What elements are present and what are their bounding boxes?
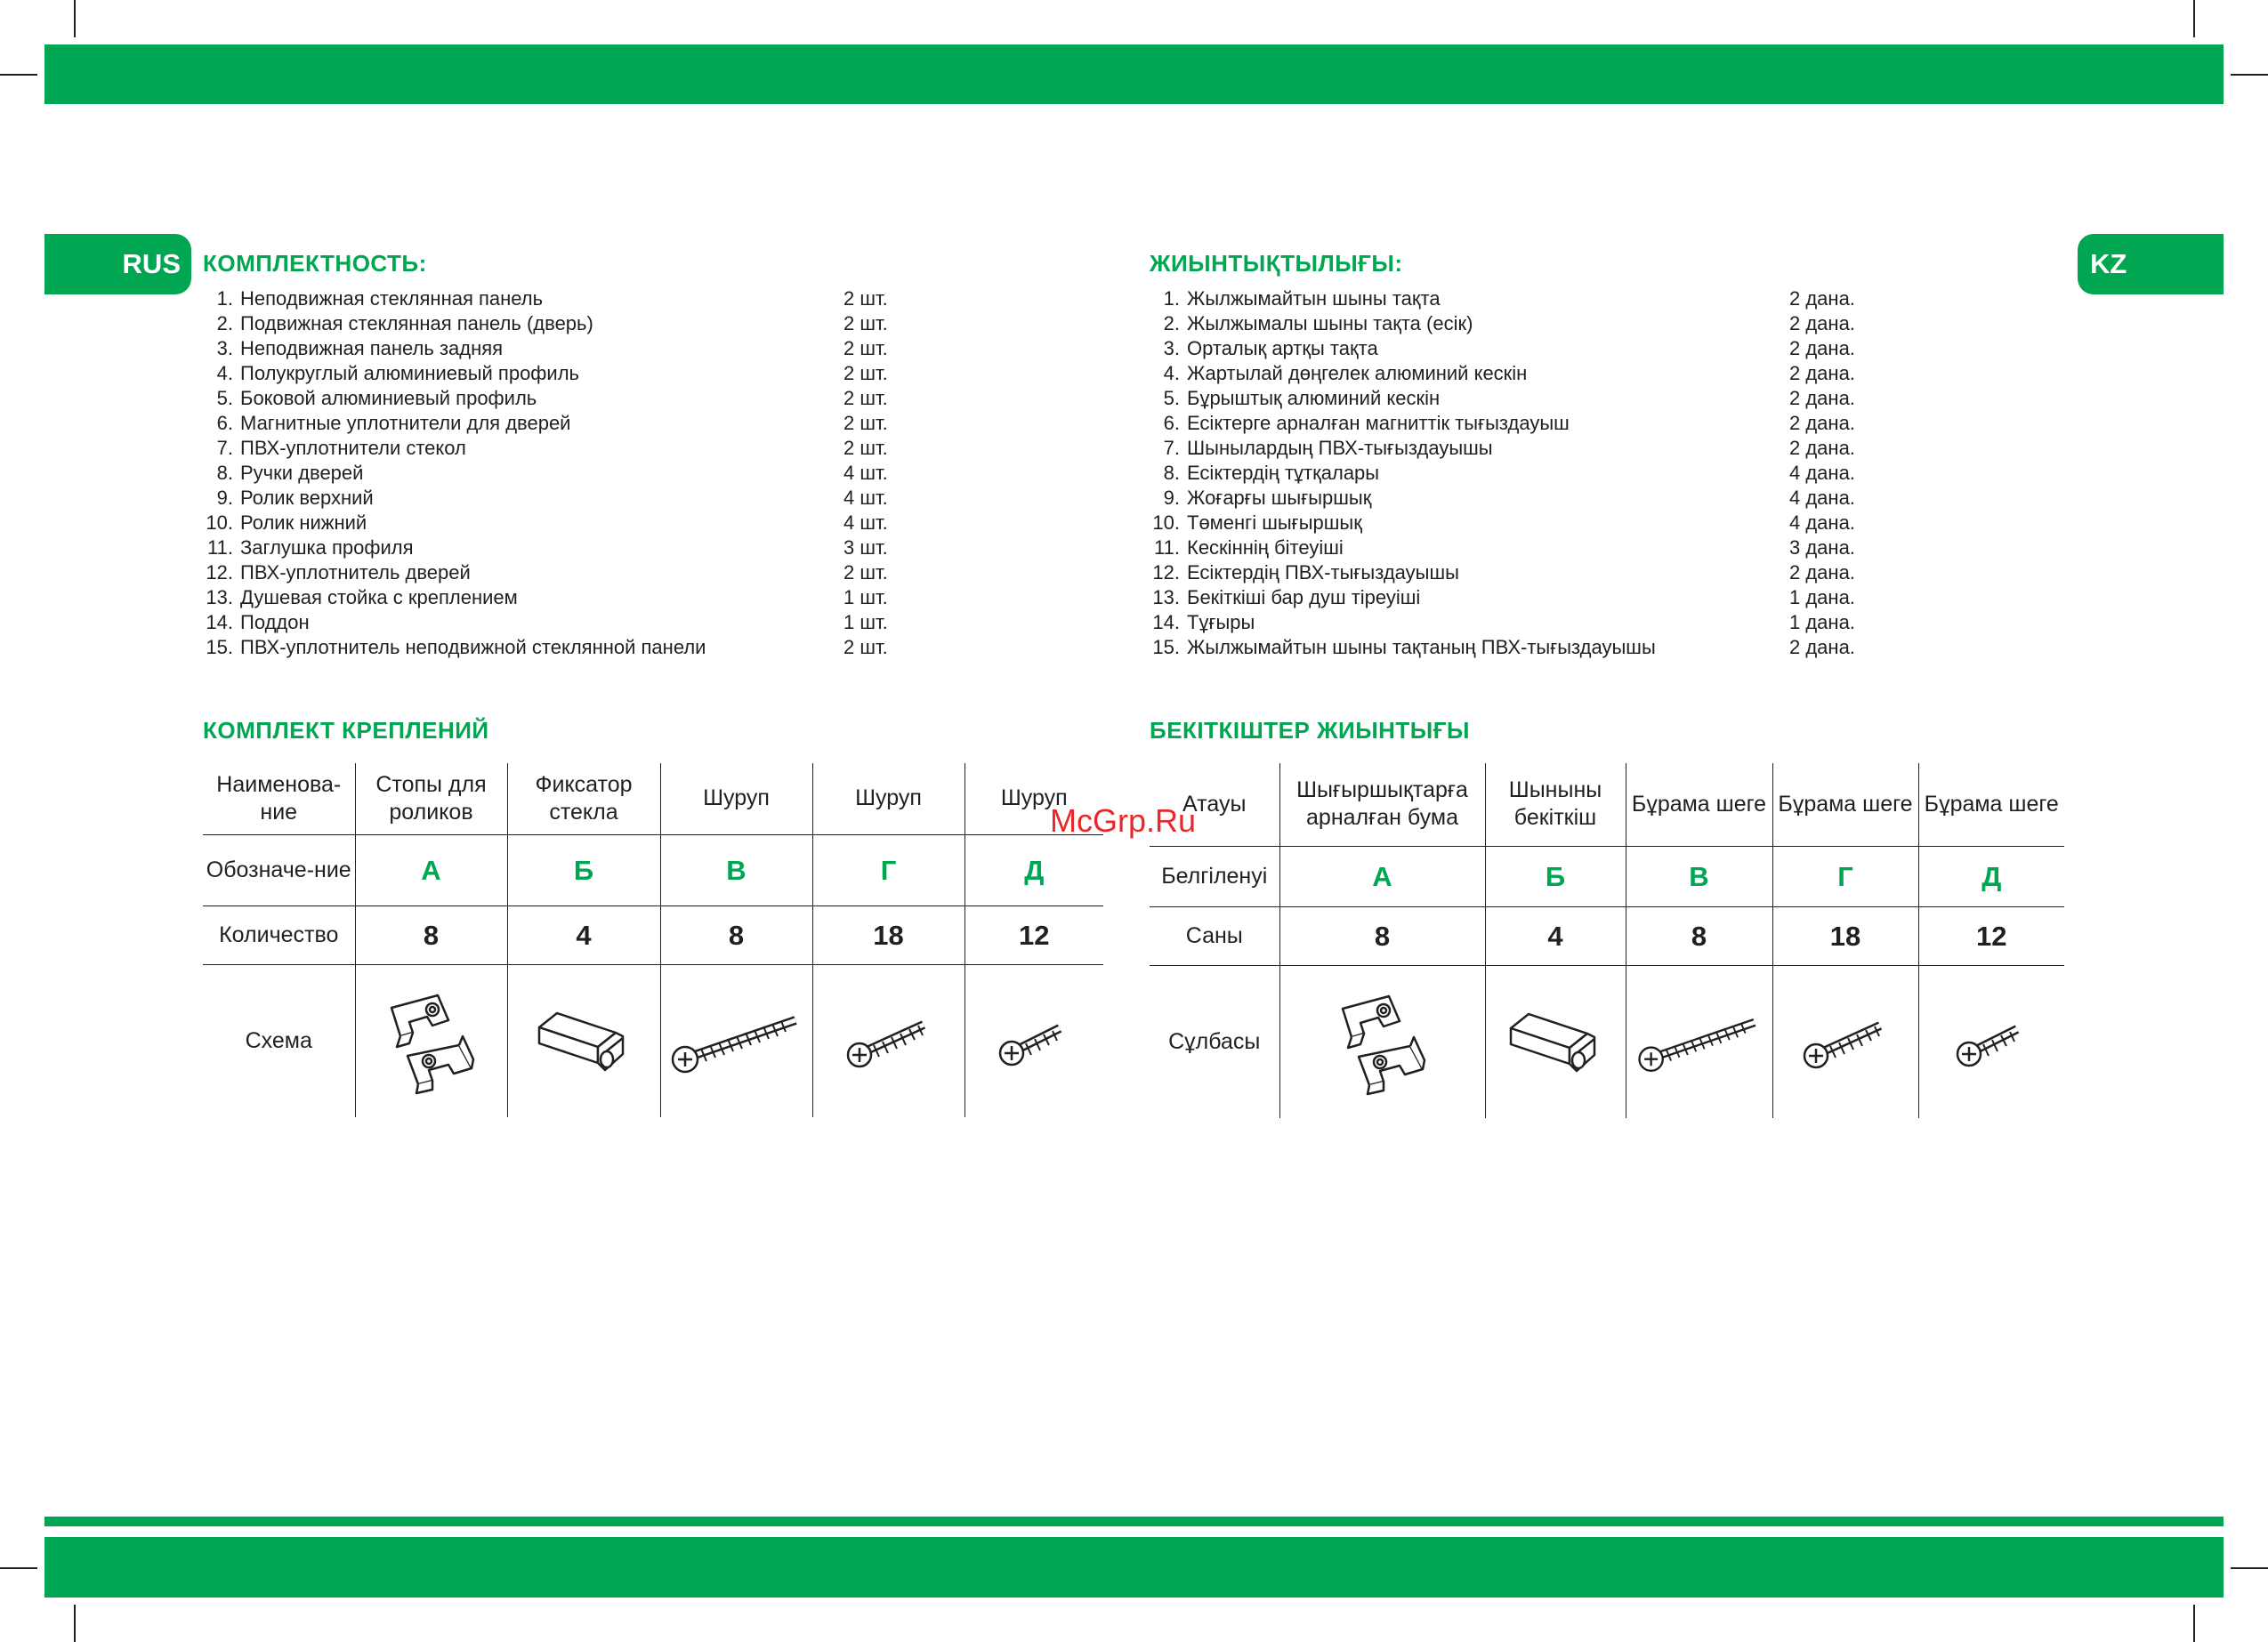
roller-stop-icon [374, 983, 489, 1099]
table-row [1150, 965, 2064, 1118]
crop-mark [2231, 74, 2268, 76]
rus-language-tab: RUS [44, 234, 191, 294]
crop-mark [2193, 0, 2195, 37]
list-item: 13. Душевая стойка с креплением 1 шт. [206, 586, 888, 608]
column-code: Б [1485, 846, 1626, 906]
list-item: 2. Жылжымалы шыны тақта (есік) 2 дана. [1163, 312, 1855, 334]
kz-completeness-title: ЖИЫНТЫҚТЫЛЫҒЫ: [1150, 250, 1403, 277]
kz-fasteners-title: БЕКІТКІШТЕР ЖИЫНТЫҒЫ [1150, 717, 1470, 744]
column-code: А [1279, 846, 1485, 906]
list-item: 5. Бұрыштық алюминий кескін 2 дана. [1163, 387, 1855, 409]
column-count: 8 [660, 906, 812, 964]
column-code: А [355, 834, 507, 906]
list-item: 11. Заглушка профиля 3 шт. [207, 536, 888, 559]
column-code: Д [1918, 846, 2064, 906]
list-item: 5. Боковой алюминиевый профиль 2 шт. [216, 387, 888, 409]
scheme-cell [507, 964, 660, 1117]
table-row [203, 906, 1103, 964]
kz-fasteners-table [1150, 763, 2064, 1118]
roller-stop-icon [1325, 984, 1441, 1099]
short-screw-icon [1951, 1006, 2031, 1077]
list-item: 4. Полукруглый алюминиевый профиль 2 шт. [216, 362, 888, 384]
row-label-name: Атауы [1182, 791, 1247, 817]
column-code: В [660, 834, 812, 906]
list-item: 9. Ролик верхний 4 шт. [216, 487, 888, 509]
column-name: Стопы для роликов [355, 763, 507, 834]
watermark: McGrp.Ru [1050, 802, 1197, 839]
bottom-green-band [44, 1537, 2224, 1598]
list-item: 15. Жылжымайтын шыны тақтаның ПВХ-тығыздауышы 2 дана. [1152, 636, 1855, 658]
column-name: Шуруп [660, 763, 812, 834]
table-row [203, 763, 1103, 834]
list-item: 1. Жылжымайтын шыны тақта 2 дана. [1163, 287, 1855, 310]
list-item: 9. Жоғарғы шығыршық 4 дана. [1163, 487, 1855, 509]
row-label-code: Обозначе-ние [203, 834, 355, 906]
table-row [1150, 846, 2064, 906]
column-code: Д [965, 834, 1103, 906]
column-count: 18 [1772, 906, 1918, 965]
rus-fasteners-table [203, 763, 1103, 1117]
list-item: 10. Ролик нижний 4 шт. [206, 511, 888, 534]
list-item: 10. Төменгі шығыршық 4 дана. [1152, 511, 1855, 534]
column-code: Г [812, 834, 965, 906]
crop-mark [0, 74, 37, 76]
row-label-name: Наименова-ние [216, 771, 342, 825]
column-name: Шыныны бекіткіш [1485, 763, 1626, 846]
top-green-band [44, 44, 2224, 104]
list-item: 6. Есіктерге арналған магниттік тығыздауыш 2 дана. [1163, 412, 1855, 434]
rus-completeness-title: КОМПЛЕКТНОСТЬ: [203, 250, 427, 277]
column-count: 4 [507, 906, 660, 964]
list-item: 6. Магнитные уплотнители для дверей 2 шт. [216, 412, 888, 434]
column-count: 12 [1918, 906, 2064, 965]
scheme-cell [1626, 965, 1772, 1118]
rus-completeness-list [198, 286, 909, 660]
scheme-cell [812, 964, 965, 1117]
list-item: 14. Поддон 1 шт. [206, 611, 888, 633]
list-item: 1. Неподвижная стеклянная панель 2 шт. [216, 287, 888, 310]
list-item: 14. Тұғыры 1 дана. [1152, 611, 1855, 633]
scheme-cell [965, 964, 1103, 1117]
column-code: В [1626, 846, 1772, 906]
column-code: Г [1772, 846, 1918, 906]
row-label-scheme: Схема [203, 964, 355, 1117]
column-name: Бұрама шеге [1772, 763, 1918, 846]
column-name: Шуруп [812, 763, 965, 834]
glass-clamp-icon [1502, 1002, 1609, 1082]
list-item: 11. Кескіннің бітеуіші 3 дана. [1154, 536, 1855, 559]
column-count: 8 [355, 906, 507, 964]
scheme-cell [1918, 965, 2064, 1118]
crop-mark [2193, 1605, 2195, 1642]
list-item: 8. Ручки дверей 4 шт. [216, 462, 888, 484]
list-item: 13. Бекіткіші бар душ тіреуіші 1 дана. [1152, 586, 1855, 608]
crop-mark [74, 0, 76, 37]
column-count: 18 [812, 906, 965, 964]
kz-language-tab: KZ [2078, 234, 2224, 294]
column-count: 4 [1485, 906, 1626, 965]
column-name: Фиксатор стекла [507, 763, 660, 834]
list-item: 3. Орталық артқы тақта 2 дана. [1163, 337, 1855, 359]
long-screw-icon [666, 1001, 808, 1081]
list-item: 12. ПВХ-уплотнитель дверей 2 шт. [206, 561, 888, 584]
table-row [1150, 763, 2064, 846]
list-item: 7. ПВХ-уплотнители стекол 2 шт. [216, 437, 888, 459]
glass-clamp-icon [530, 1001, 637, 1081]
list-item: 2. Подвижная стеклянная панель (дверь) 2 шт. [216, 312, 888, 334]
list-item: 4. Жартылай дөңгелек алюминий кескін 2 дана. [1163, 362, 1855, 384]
row-label-count: Количество [203, 906, 355, 964]
medium-screw-icon [1796, 1006, 1894, 1077]
scheme-cell [660, 964, 812, 1117]
crop-mark [2231, 1567, 2268, 1569]
table-row [203, 964, 1103, 1117]
column-count: 8 [1626, 906, 1772, 965]
table-row [1150, 906, 2064, 965]
column-name: Бұрама шеге [1918, 763, 2064, 846]
long-screw-icon [1633, 1002, 1766, 1082]
bottom-green-stripe [44, 1517, 2224, 1526]
medium-screw-icon [840, 1005, 938, 1076]
list-item: 7. Шынылардың ПВХ-тығыздауышы 2 дана. [1163, 437, 1855, 459]
column-name: Шығыршықтарға арналған бума [1279, 763, 1485, 846]
table-row [203, 834, 1103, 906]
scheme-cell [1772, 965, 1918, 1118]
row-label-code: Белгіленуі [1150, 846, 1279, 906]
list-item: 8. Есіктердің тұтқалары 4 дана. [1163, 462, 1855, 484]
column-name: Бұрама шеге [1626, 763, 1772, 846]
crop-mark [0, 1567, 37, 1569]
list-item: 12. Есіктердің ПВХ-тығыздауышы 2 дана. [1152, 561, 1855, 584]
scheme-cell [355, 964, 507, 1117]
scheme-cell [1279, 965, 1485, 1118]
column-count: 12 [965, 906, 1103, 964]
list-item: 15. ПВХ-уплотнитель неподвижной стеклянной панели 2 шт. [206, 636, 888, 658]
column-name: Шуруп [965, 763, 1103, 834]
column-code: Б [507, 834, 660, 906]
row-label-count: Саны [1150, 906, 1279, 965]
short-screw-icon [994, 1005, 1074, 1076]
crop-mark [74, 1605, 76, 1642]
rus-fasteners-title: КОМПЛЕКТ КРЕПЛЕНИЙ [203, 717, 489, 744]
scheme-cell [1485, 965, 1626, 1118]
kz-completeness-list [1144, 286, 1945, 660]
row-label-scheme: Сұлбасы [1150, 965, 1279, 1118]
column-count: 8 [1279, 906, 1485, 965]
list-item: 3. Неподвижная панель задняя 2 шт. [216, 337, 888, 359]
